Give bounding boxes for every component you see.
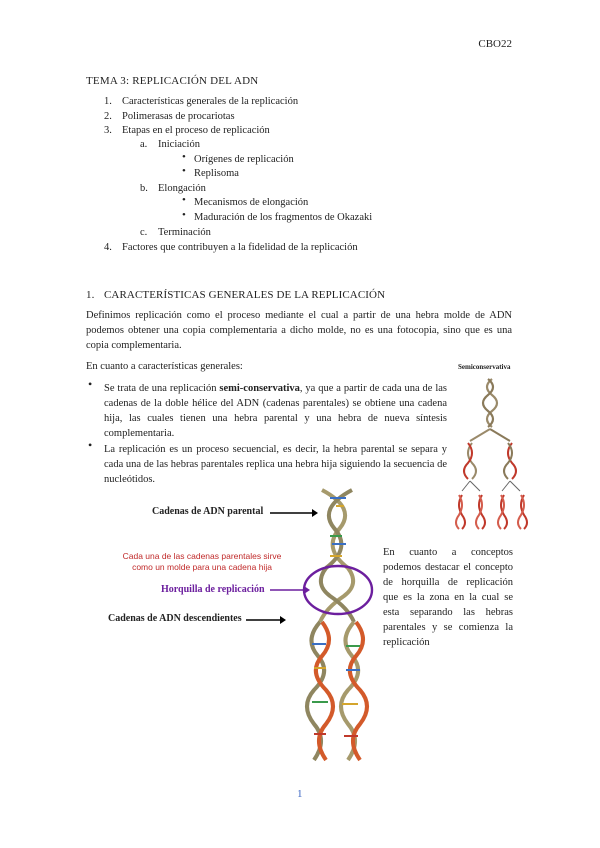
toc-subsub-item: • Mecanismos de elongación [182,194,309,208]
label-parental-strands: Cadenas de ADN parental [152,506,264,517]
label-replication-fork: Horquilla de replicación [161,584,265,595]
toc-title: TEMA 3: REPLICACIÓN DEL ADN [86,75,259,87]
toc-subitem-a: a. Iniciación [140,139,200,150]
arrow-icon [270,509,318,517]
bullet-paragraph-2: La replicación es un proceso secuencial, es decir, la hebra parental se separa y cada una de las hebras parentales replica una hebra hija siguiendo la secuencia de nucleótidos. [104,444,447,485]
section-title: 1. CARACTERÍSTICAS GENERALES DE LA REPLICACIÓN [86,289,386,301]
document-code: CBO22 [478,38,512,50]
toc-subsub-item: • Orígenes de replicación [182,151,294,165]
replication-fork-figure [300,484,376,766]
fork-concept-paragraph: En cuanto a conceptos podemos destacar el concepto de horquilla de replicación que es la zona en la cual se esta separando las hebras parentales y se comienza la replicación [383,547,513,648]
label-daughter-strands: Cadenas de ADN descendientes [108,613,242,624]
arrow-icon [270,586,310,594]
dna-helix-diagram [300,484,376,766]
toc-item-1: 1. Características generales de la replicación [104,96,299,107]
lead-paragraph: En cuanto a características generales: [86,361,243,372]
bullet-dot: • [88,438,93,452]
bullet-paragraph-1: Se trata de una replicación semi-conservativa, ya que a partir de cada una de las cadenas de la doble hélice del ADN (cadenas parentales) se obtiene una cadena hija, las cuales tienen una hebra parental y una hebra de nueva síntesis complementaria. [104,383,447,439]
toc-item-2: 2. Polimerasas de procariotas [104,111,235,122]
figure-title: Semiconservativa [458,363,511,371]
toc-subsub-item: • Replisoma [182,165,239,179]
intro-paragraph: Definimos replicación como el proceso mediante el cual a partir de una hebra molde de ADN podemos obtener una copia complementaria a dicho molde, no es una fotocopia, sino que es una copia complementaria. [86,310,512,351]
toc-subitem-c: c. Terminación [140,227,211,238]
semiconservative-figure [452,363,548,533]
toc-item-3: 3. Etapas en el proceso de replicación [104,125,270,136]
label-template-note: Cada una de las cadenas parentales sirve como un molde para una cadena hija [122,551,282,572]
bullet-dot: • [88,377,93,391]
arrow-icon [246,616,286,624]
semiconservative-diagram [452,363,548,533]
toc-item-4: 4. Factores que contribuyen a la fidelidad de la replicación [104,242,358,253]
toc-subitem-b: b. Elongación [140,183,206,194]
toc-subsub-item: • Maduración de los fragmentos de Okazaki [182,209,373,223]
page-number: 1 [297,788,303,800]
